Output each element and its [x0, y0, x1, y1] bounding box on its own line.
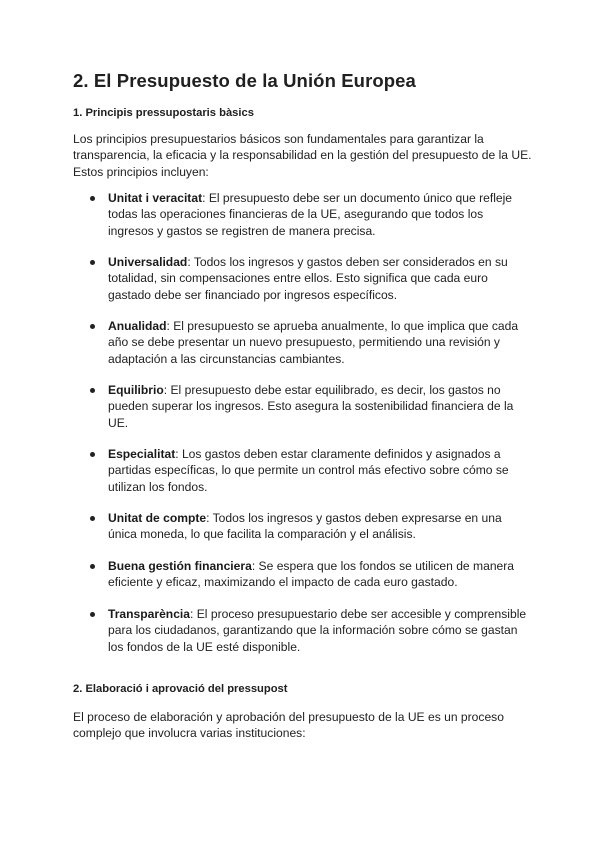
principle-text: : El presupuesto debe ser un documento único que refleje todas las operaciones financieras de la UE, asegurando que todos los ingresos y gastos se registren de manera precisa. [108, 191, 513, 238]
list-item [108, 318, 528, 367]
bullet-icon [90, 612, 95, 617]
principle-term: Anualidad [108, 319, 167, 333]
bullet-icon [90, 196, 95, 201]
bullet-icon [90, 260, 95, 265]
bullet-icon [90, 452, 95, 457]
principle-text: : El presupuesto debe estar equilibrado, es decir, los gastos no pueden superar los ingresos. Esto asegura la sostenibilidad financiera de la UE. [108, 383, 514, 430]
document-title: 2. El Presupuesto de la Unión Europea [73, 70, 416, 91]
principle-text: : El proceso presupuestario debe ser accesible y comprensible para los ciudadanos, garantizando que la información sobre cómo se gastan los fondos de la UE esté disponible. [108, 607, 527, 654]
list-item [108, 606, 528, 655]
section-1-heading: 1. Principis pressupostaris bàsics [73, 107, 254, 119]
principle-text: : Todos los ingresos y gastos deben expresarse en una única moneda, lo que facilita la comparación y el análisis. [108, 511, 502, 542]
section-1-intro: Los principios presupuestarios básicos son fundamentales para garantizar la transparencia, la eficacia y la responsabilidad en la gestión del presupuesto de la UE. Estos principios incluyen: [73, 132, 532, 179]
list-item [108, 558, 528, 591]
list-item [108, 382, 528, 431]
list-item [108, 510, 528, 543]
principle-text: : Los gastos deben estar claramente definidos y asignados a partidas específicas, lo que permite un control más efectivo sobre cómo se utilizan los fondos. [108, 447, 509, 494]
principle-term: Equilibrio [108, 383, 164, 397]
section-2-intro: El proceso de elaboración y aprobación del presupuesto de la UE es un proceso complejo que involucra varias instituciones: [73, 710, 504, 741]
bullet-icon [90, 324, 95, 329]
bullet-icon [90, 388, 95, 393]
list-item [108, 446, 528, 495]
bullet-icon [90, 516, 95, 521]
principle-term: Unitat i veracitat [108, 191, 203, 205]
principle-text: : El presupuesto se aprueba anualmente, lo que implica que cada año se debe presentar un nuevo presupuesto, permitiendo una revisión y adaptación a las circunstancias cambiantes. [108, 319, 519, 366]
principle-term: Buena gestión financiera [108, 559, 252, 573]
list-item [108, 254, 528, 303]
list-item [108, 190, 528, 239]
principle-term: Unitat de compte [108, 511, 207, 525]
principle-term: Transparència [108, 607, 191, 621]
principle-text: : Todos los ingresos y gastos deben ser considerados en su totalidad, sin compensaciones entre ellos. Esto significa que cada euro gastado debe ser financiado por ingresos específicos. [108, 255, 508, 302]
principle-text: : Se espera que los fondos se utilicen de manera eficiente y eficaz, maximizando el impacto de cada euro gastado. [108, 559, 515, 590]
bullet-icon [90, 564, 95, 569]
principle-term: Especialitat [108, 447, 176, 461]
principle-term: Universalidad [108, 255, 188, 269]
section-2-heading: 2. Elaboració i aprovació del pressupost [73, 683, 288, 695]
